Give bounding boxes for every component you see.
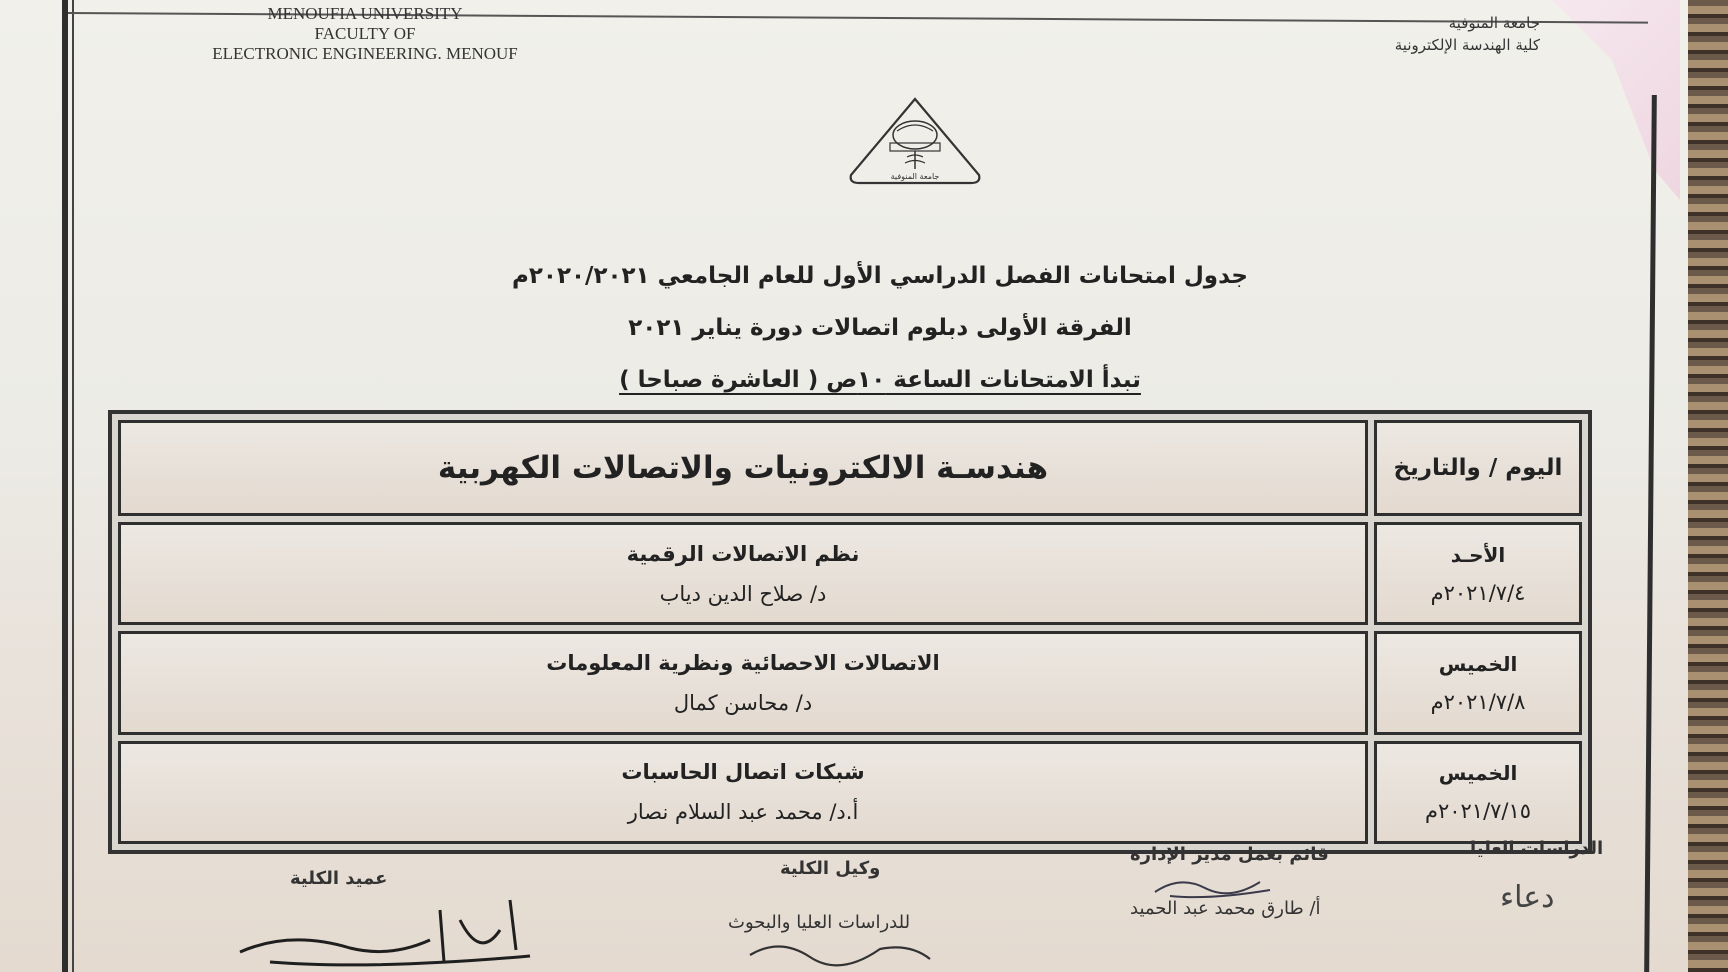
arabic-header-line: كلية الهندسة الإلكترونية [1394, 36, 1540, 54]
course-cell [118, 631, 1368, 734]
exam-schedule-table [108, 410, 1592, 854]
vice-dean-subtitle: للدراسات العليا والبحوث [728, 912, 911, 933]
day-name: الخميس [1438, 761, 1518, 786]
dean-title: عميد الكلية [290, 868, 388, 889]
exam-date: ٢٠٢١/٧/٨م [1430, 689, 1526, 714]
day-date-cell [1374, 741, 1582, 844]
header-day-date: اليوم / والتاريخ [1374, 420, 1582, 516]
logo-caption: جامعة المنوفية [890, 172, 940, 181]
vice-dean-signature [740, 935, 940, 971]
english-header-line: FACULTY OF [314, 24, 416, 43]
table-header-row [118, 420, 1582, 516]
frame-border-left-inner [72, 0, 74, 972]
day-name: الأحـد [1450, 542, 1506, 567]
course-name: شبكات اتصال الحاسبات [621, 760, 865, 785]
course-cell [118, 522, 1368, 625]
professor-name: أ.د/ محمد عبد السلام نصار [627, 800, 859, 825]
course-name: الاتصالات الاحصائية ونظرية المعلومات [546, 650, 940, 675]
frame-border-left [62, 0, 68, 972]
admin-name: أ/ طارق محمد عبد الحميد [1130, 898, 1321, 919]
graduate-studies-label: الدراسات العليا [1470, 838, 1604, 859]
table-row [118, 631, 1582, 734]
professor-name: د/ صلاح الدين دياب [659, 581, 827, 606]
frame-border-right [1644, 95, 1657, 972]
course-name: نظم الاتصالات الرقمية [626, 541, 860, 566]
arabic-header [1330, 12, 1540, 56]
professor-name: د/ محاسن كمال [673, 690, 813, 715]
dean-signature [230, 890, 570, 972]
arabic-header-line: جامعة المنوفية [1448, 14, 1540, 32]
day-date-cell [1374, 631, 1582, 734]
graduate-studies-signer: دعاء [1500, 880, 1555, 915]
background-edge [1688, 0, 1728, 972]
admin-title: قائم بعمل مدير الإدارة [1130, 844, 1329, 865]
vice-dean-title: وكيل الكلية [780, 858, 881, 879]
english-header [185, 4, 545, 64]
start-time-text: تبدأ الامتحانات الساعة ١٠ص ( العاشرة صباحا ) [619, 367, 1141, 393]
exam-date: ٢٠٢١/٧/٤م [1430, 580, 1526, 605]
english-header-line: MENOUFIA UNIVERSITY [267, 4, 463, 23]
title-block [500, 256, 1260, 412]
header-department: هندسـة الالكترونيات والاتصالات الكهربية [118, 420, 1368, 516]
schedule-title: جدول امتحانات الفصل الدراسي الأول للعام الجامعي ٢٠٢٠/٢٠٢١م [512, 263, 1248, 289]
english-header-line: ELECTRONIC ENGINEERING. MENOUF [212, 44, 518, 63]
university-logo [845, 95, 985, 187]
course-cell [118, 741, 1368, 844]
exam-date: ٢٠٢١/٧/١٥م [1424, 799, 1532, 824]
day-date-cell [1374, 522, 1582, 625]
program-subtitle: الفرقة الأولى دبلوم اتصالات دورة يناير ٢٠٢١ [628, 315, 1132, 341]
table-row [118, 741, 1582, 844]
day-name: الخميس [1438, 651, 1518, 676]
table-row [118, 522, 1582, 625]
start-time-note [500, 360, 1260, 412]
